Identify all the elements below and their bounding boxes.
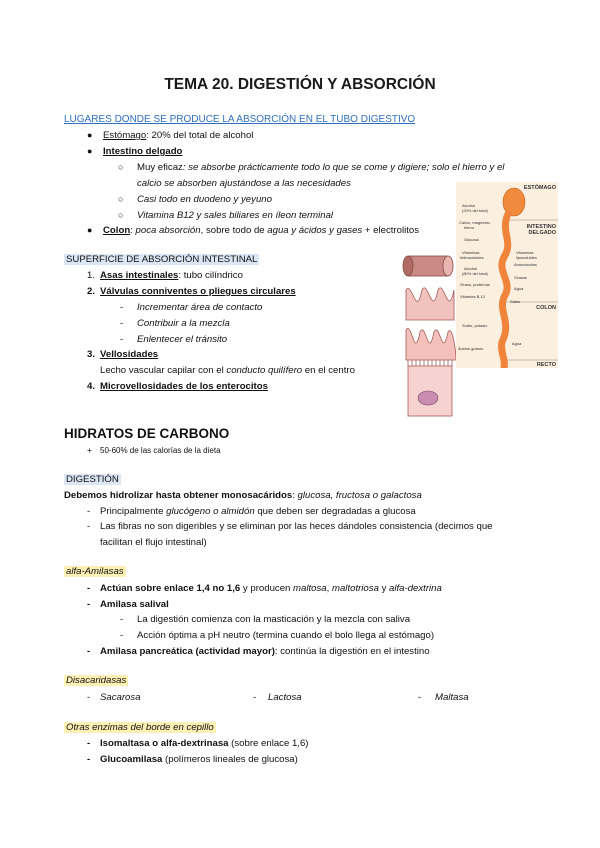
colon-text: + electrolitos xyxy=(362,225,420,236)
figure-label: Grasa, proteínas xyxy=(460,282,490,287)
bullet-dot: ● xyxy=(87,225,93,235)
estomago-item xyxy=(103,130,253,141)
cylinder-figure xyxy=(403,256,453,276)
amilasas-italic: maltotriosa xyxy=(331,583,379,594)
valvulas-sub-3: Enlentecer el tránsito xyxy=(137,334,228,345)
amilasas-text: , xyxy=(326,583,332,594)
asas-text: : tubo cilíndrico xyxy=(178,270,243,281)
asas-label: Asas intestinales xyxy=(100,270,179,281)
figure-label: (20% del total) xyxy=(462,208,488,213)
digestion-bullet-2: Las fibras no son digeribles y se eliminan por las heces dándoles consistencia (decimos que xyxy=(100,521,493,532)
colon-text: , sobre todo de xyxy=(200,225,268,236)
dash-marker: - xyxy=(87,599,91,610)
amilasas-italic: alfa-dextrina xyxy=(389,583,442,594)
otras-bold: Isomaltasa o alfa-dextrinasa xyxy=(100,738,229,749)
dash-marker: - xyxy=(87,738,91,749)
dash-marker: - xyxy=(253,692,257,703)
section-heading-lugares: LUGARES DONDE SE PRODUCE LA ABSORCIÓN EN EL TUBO DIGESTIVO xyxy=(64,114,416,125)
estomago-text: : 20% del total de alcohol xyxy=(146,130,254,141)
vitamina-item: Vitamina B12 y sales biliares en íleon terminal xyxy=(137,210,334,221)
otras-item-1 xyxy=(100,738,309,749)
amilasas-italic: maltosa xyxy=(293,583,327,594)
superficie-heading-text: SUPERFICIE DE ABSORCIÓN INTESTINAL xyxy=(66,254,258,265)
figure-label: Sales xyxy=(510,299,521,304)
valvulas-sub-1: Incrementar área de contacto xyxy=(137,302,263,313)
figure-label: Vitaminas xyxy=(462,250,480,255)
muy-eficaz-text: : se absorbe prácticamente todo lo que se come y digiere; solo el hierro y el xyxy=(182,162,505,173)
circular-folds-figure xyxy=(406,288,454,320)
figure-label: (80% del total) xyxy=(462,271,488,276)
digestion-bullet-2-line-2: facilitan el flujo intestinal) xyxy=(100,537,207,548)
amilasas-line-1 xyxy=(100,583,442,594)
label-estomago: ESTÓMAGO xyxy=(523,185,556,191)
figure-label: Vitaminas xyxy=(516,250,534,255)
dash-marker: - xyxy=(120,302,124,313)
figure-label: Glucosa xyxy=(464,237,479,242)
figure-label: Vitamina B-12 xyxy=(460,294,486,299)
bullet-circle: ○ xyxy=(118,194,124,204)
figure-label: Alcohol xyxy=(464,266,478,271)
figure-label: liposolubles xyxy=(516,255,537,260)
villi-figure xyxy=(406,328,456,360)
label-delgado: DELGADO xyxy=(528,230,556,236)
item-number: 4. xyxy=(87,381,96,392)
bullet-dot: ● xyxy=(87,146,93,156)
absorption-surface-illustration xyxy=(402,250,460,422)
figure-label: Agua xyxy=(514,286,524,291)
item-number: 1. xyxy=(87,270,96,281)
colon-italic: poca absorción xyxy=(135,225,201,236)
dash-marker: - xyxy=(120,614,124,625)
salival-sub-1: La digestión comienza con la masticación y la mezcla con saliva xyxy=(137,614,411,625)
lecho-text-part: Lecho vascular capilar con el xyxy=(100,365,227,376)
pancreatica-text: : continúa la digestión en el intestino xyxy=(274,646,430,657)
digestion-text: : xyxy=(292,490,298,501)
dash-marker: - xyxy=(87,692,91,703)
digestion-bullet-text: que deben ser degradadas a glucosa xyxy=(254,506,416,517)
bullet-dot: ● xyxy=(87,130,93,140)
section-heading-otras xyxy=(64,722,216,733)
section-heading-digestion xyxy=(64,474,121,485)
digestion-bullet-text: Principalmente xyxy=(100,506,167,517)
amilasas-text: y producen xyxy=(240,583,294,594)
label-intestino: INTESTINO xyxy=(526,224,556,230)
section-heading-superficie xyxy=(64,254,259,265)
disacaridasa-item: Lactosa xyxy=(268,692,302,703)
figure-label: Alcohol xyxy=(462,203,476,208)
colon-text: : xyxy=(130,225,136,236)
colon-italic: agua y ácidos y gases xyxy=(267,225,363,236)
figure-label: Ácidos grasos xyxy=(458,346,484,351)
pancreatica-bold: Amilasa pancreática (actividad mayor) xyxy=(100,646,275,657)
digestion-italic: glucosa, fructosa o galactosa xyxy=(297,490,422,501)
bullet-circle: ○ xyxy=(118,210,124,220)
dash-marker: - xyxy=(418,692,422,703)
digestion-bold: Debemos hidrolizar hasta obtener monosacáridos xyxy=(64,490,293,501)
otras-text: (polímeros lineales de glucosa) xyxy=(162,754,298,765)
colon-item xyxy=(103,225,419,236)
lecho-italic: conducto quilífero xyxy=(226,365,303,376)
digestive-tract-diagram xyxy=(456,182,558,368)
figure-label: hidrosolubles xyxy=(460,255,484,260)
microvellosidades-label: Microvellosidades de los enterocitos xyxy=(100,381,268,392)
amilasas-heading-text: alfa-Amilasas xyxy=(66,566,124,577)
digestion-bullet-italic: glucógeno o almidón xyxy=(166,506,255,517)
lecho-text xyxy=(100,365,355,376)
asas-item xyxy=(100,270,243,281)
dash-marker: - xyxy=(87,506,91,517)
figure-label: Aminoácidos xyxy=(514,262,537,267)
amilasa-pancreatica xyxy=(100,646,430,657)
disacaridasa-item: Sacarosa xyxy=(100,692,141,703)
figure-label: Calcio, magnesio, xyxy=(459,220,491,225)
vellosidades-label: Vellosidades xyxy=(100,349,159,360)
digestion-line-1 xyxy=(64,490,422,501)
muy-eficaz-label: Muy eficaz xyxy=(137,162,183,173)
amilasas-bold: Actúan sobre enlace 1,4 no 1,6 xyxy=(100,583,241,594)
figure-label: Agua xyxy=(512,341,522,346)
label-colon: COLON xyxy=(536,305,556,311)
casi-todo-item: Casi todo en duodeno y yeyuno xyxy=(137,194,272,205)
dash-marker: - xyxy=(87,646,91,657)
dash-marker: - xyxy=(87,521,91,532)
section-heading-hidratos: HIDRATOS DE CARBONO xyxy=(64,426,230,441)
section-heading-amilasas xyxy=(64,566,126,577)
otras-item-2 xyxy=(100,754,298,765)
calorias-text: 50-60% de las calorías de la dieta xyxy=(100,446,221,455)
figure-label: Grasas xyxy=(514,275,527,280)
lecho-text-part: en el centro xyxy=(302,365,355,376)
dash-marker: - xyxy=(87,583,91,594)
dash-marker: - xyxy=(120,334,124,345)
estomago-label: Estómago xyxy=(103,130,147,141)
colon-label: Colon xyxy=(103,225,131,236)
dash-marker: - xyxy=(120,630,124,641)
enterocyte-figure xyxy=(408,360,452,416)
otras-text: (sobre enlace 1,6) xyxy=(228,738,309,749)
otras-heading-text: Otras enzimas del borde en cepillo xyxy=(66,722,214,733)
item-number: 3. xyxy=(87,349,96,360)
dash-marker: - xyxy=(87,754,91,765)
plus-marker: + xyxy=(87,445,92,455)
figure-label: hierro xyxy=(464,225,475,230)
label-recto: RECTO xyxy=(536,362,556,368)
valvulas-label: Válvulas conniventes o pliegues circulares xyxy=(100,286,296,297)
amilasas-text: y xyxy=(378,583,390,594)
amilasa-salival: Amilasa salival xyxy=(100,599,169,610)
digestion-heading-text: DIGESTIÓN xyxy=(66,474,119,485)
bullet-circle: ○ xyxy=(118,162,124,172)
digestion-bullet-1 xyxy=(100,506,416,517)
disacaridasas-heading-text: Disacaridasas xyxy=(66,675,127,686)
disacaridasa-item: Maltasa xyxy=(435,692,469,703)
valvulas-sub-2: Contribuir a la mezcla xyxy=(137,318,230,329)
intestino-label: Intestino delgado xyxy=(103,146,183,157)
salival-sub-2: Acción óptima a pH neutro (termina cuando el bolo llega al estómago) xyxy=(137,630,435,641)
muy-eficaz-item xyxy=(137,162,504,173)
page-title: TEMA 20. DIGESTIÓN Y ABSORCIÓN xyxy=(164,76,436,93)
figure-label: Sodio, potasio xyxy=(462,323,488,328)
dash-marker: - xyxy=(120,318,124,329)
section-heading-disacaridasas xyxy=(64,675,128,686)
muy-eficaz-text-2: calcio se absorben ajustándose a las necesidades xyxy=(137,178,351,189)
item-number: 2. xyxy=(87,286,96,297)
otras-bold: Glucoamilasa xyxy=(100,754,163,765)
